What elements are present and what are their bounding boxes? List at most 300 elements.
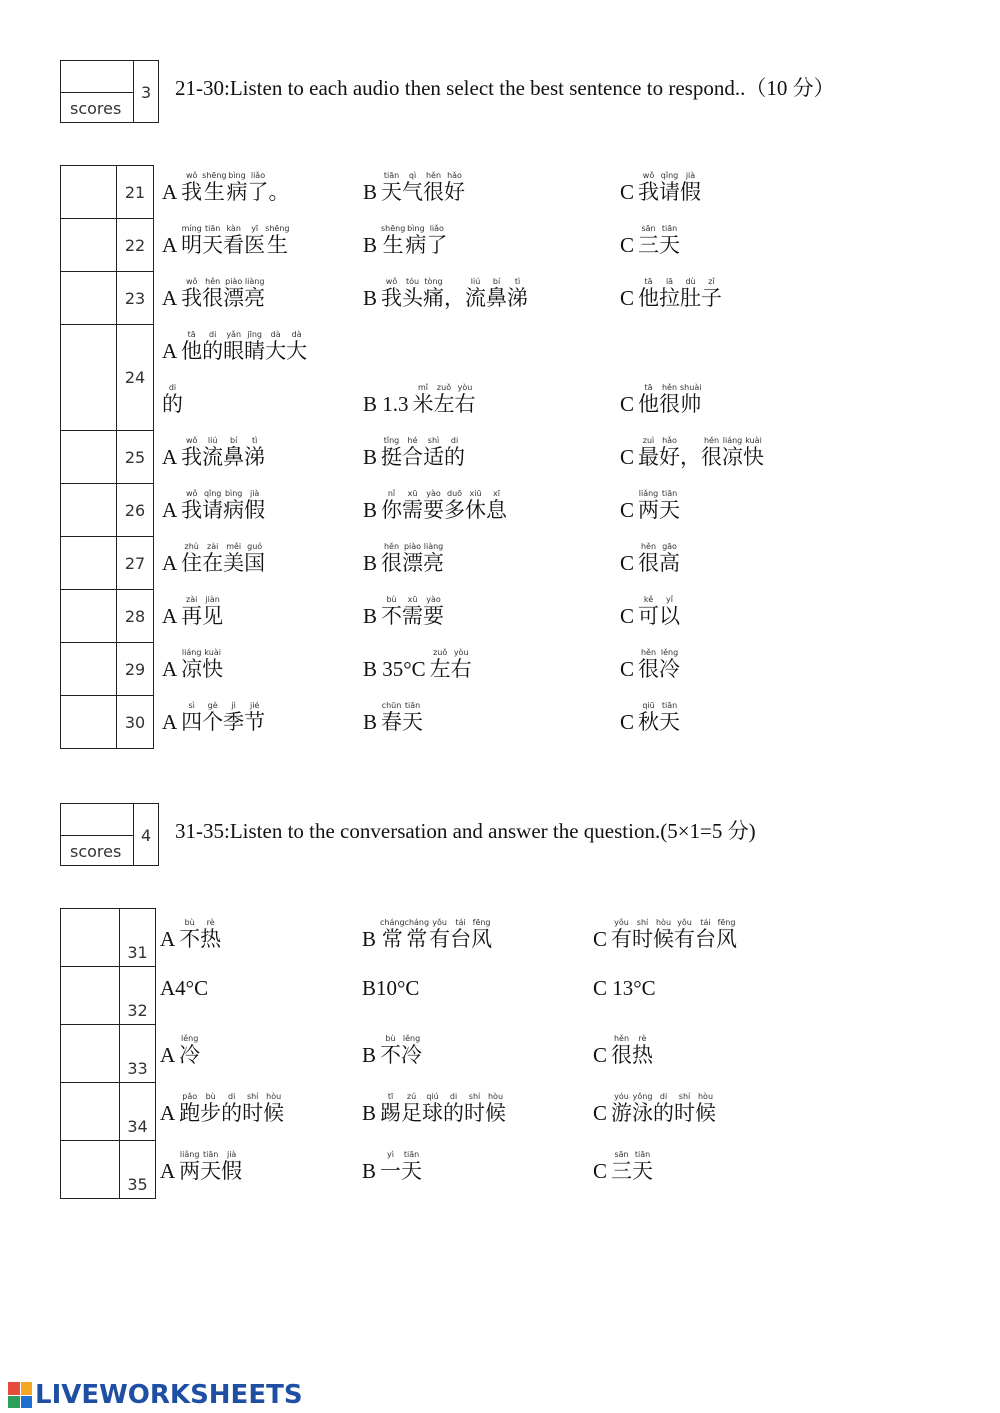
- question-row: [61, 643, 154, 696]
- question-row: [61, 590, 154, 643]
- hanzi-with-pinyin: 的di: [202, 330, 224, 363]
- answer-option[interactable]: [162, 701, 265, 736]
- question-row: [61, 166, 154, 219]
- answer-option[interactable]: [362, 918, 492, 953]
- option-letter: A: [160, 927, 176, 951]
- option-letter: A: [162, 286, 178, 310]
- hanzi-with-pinyin: 我wǒ: [181, 489, 203, 522]
- hanzi-with-pinyin: 涕tì: [244, 436, 266, 469]
- answer-option[interactable]: [162, 648, 223, 683]
- hanzi-with-pinyin: 风fēng: [716, 918, 738, 951]
- question-number: 29: [117, 643, 154, 696]
- hanzi-with-pinyin: 步bù: [200, 1092, 222, 1125]
- question-number: 27: [117, 537, 154, 590]
- hanzi-with-pinyin: 三sān: [611, 1150, 633, 1183]
- hanzi-with-pinyin: 漂piào: [402, 542, 424, 575]
- hanzi-with-pinyin: 风fēng: [471, 918, 493, 951]
- hanzi-with-pinyin: 睛jīng: [244, 330, 266, 363]
- hanzi-with-pinyin: 足zú: [401, 1092, 423, 1125]
- answer-option[interactable]: [162, 436, 265, 471]
- answer-option[interactable]: [363, 595, 444, 630]
- option-letter: C: [620, 604, 635, 628]
- hanzi-with-pinyin: 三sān: [638, 224, 660, 257]
- hanzi-with-pinyin: 看kàn: [223, 224, 245, 257]
- hanzi-with-pinyin: 季jì: [223, 701, 245, 734]
- answer-option[interactable]: [160, 1150, 242, 1185]
- option-letter: C: [593, 1043, 608, 1067]
- answer-option[interactable]: [363, 171, 465, 206]
- answer-option[interactable]: [620, 171, 701, 206]
- answer-option[interactable]: [620, 648, 680, 683]
- hanzi-with-pinyin: 时shí: [464, 1092, 486, 1125]
- hanzi-with-pinyin: 请qǐng: [659, 171, 681, 204]
- hanzi-with-pinyin: 个gè: [202, 701, 224, 734]
- hanzi-with-pinyin: 痛tòng: [423, 277, 445, 310]
- score-label: scores: [70, 842, 122, 861]
- score-entry-cell[interactable]: [61, 804, 133, 836]
- hanzi-with-pinyin: 天tiān: [632, 1150, 654, 1183]
- hanzi-with-pinyin: 他tā: [181, 330, 203, 363]
- question-row: [61, 272, 154, 325]
- option-letter: B: [363, 286, 378, 310]
- answer-option[interactable]: [363, 277, 528, 312]
- answer-option[interactable]: [363, 701, 423, 736]
- hanzi-with-pinyin: 帅shuài: [680, 383, 702, 416]
- answer-cell[interactable]: [61, 272, 117, 325]
- hanzi-with-pinyin: ，: [680, 445, 702, 469]
- score-entry-cell[interactable]: [61, 61, 133, 93]
- answer-cell[interactable]: [61, 431, 117, 484]
- hanzi-with-pinyin: 我wǒ: [181, 171, 203, 204]
- question-number: 31: [120, 909, 156, 967]
- answer-option[interactable]: [162, 224, 289, 259]
- hanzi-with-pinyin: 拉lā: [659, 277, 681, 310]
- hanzi-with-pinyin: 明míng: [181, 224, 203, 257]
- option-letter: C: [593, 1101, 608, 1125]
- answer-cell[interactable]: [61, 696, 117, 749]
- hanzi-with-pinyin: 天tiān: [659, 489, 681, 522]
- hanzi-with-pinyin: 生shēng: [381, 224, 406, 257]
- hanzi-with-pinyin: 好hǎo: [444, 171, 466, 204]
- logo-square-v: [8, 1396, 20, 1409]
- hanzi-with-pinyin: 我wǒ: [381, 277, 403, 310]
- option-letter: B10°C: [362, 976, 420, 1000]
- hanzi-with-pinyin: 。: [268, 180, 290, 204]
- answer-option[interactable]: [162, 330, 307, 365]
- option-letter: A: [160, 1043, 176, 1067]
- option-letter: C: [620, 498, 635, 522]
- hanzi-with-pinyin: 的di: [162, 383, 183, 416]
- hanzi-with-pinyin: 要yào: [423, 489, 445, 522]
- hanzi-with-pinyin: 亮liàng: [423, 542, 445, 575]
- hanzi-with-pinyin: 春chūn: [381, 701, 403, 734]
- answer-option[interactable]: [363, 383, 476, 418]
- section-2-instruction: 31-35:Listen to the conversation and answer the question.(5×1=5 分): [175, 819, 756, 843]
- hanzi-with-pinyin: 大dà: [286, 330, 308, 363]
- answer-option[interactable]: [593, 1150, 653, 1185]
- score-label: scores: [70, 99, 122, 118]
- hanzi-with-pinyin: 了liǎo: [426, 224, 448, 257]
- hanzi-with-pinyin: 两liǎng: [179, 1150, 201, 1183]
- option-letter: A: [160, 1101, 176, 1125]
- hanzi-with-pinyin: 病bìng: [223, 489, 245, 522]
- question-row: [61, 484, 154, 537]
- hanzi-with-pinyin: 涕tì: [507, 277, 529, 310]
- hanzi-with-pinyin: 有yǒu: [674, 918, 696, 951]
- answer-option[interactable]: [362, 1034, 422, 1069]
- hanzi-with-pinyin: 很hěn: [381, 542, 403, 575]
- hanzi-with-pinyin: 大dà: [265, 330, 287, 363]
- hanzi-with-pinyin: 合hé: [402, 436, 424, 469]
- option-letter: A: [162, 551, 178, 575]
- answer-option[interactable]: [363, 648, 472, 683]
- hanzi-with-pinyin: 快kuài: [202, 648, 224, 681]
- option-letter: A: [162, 445, 178, 469]
- hanzi-with-pinyin: 息xī: [486, 489, 508, 522]
- hanzi-with-pinyin: 可kě: [638, 595, 660, 628]
- question-row: [61, 1083, 156, 1141]
- answer-option[interactable]: [620, 489, 680, 524]
- option-letter: B: [363, 604, 378, 628]
- answer-option[interactable]: [363, 542, 444, 577]
- answer-option[interactable]: [620, 701, 680, 736]
- hanzi-with-pinyin: 肚dù: [680, 277, 702, 310]
- hanzi-with-pinyin: 生shēng: [202, 171, 227, 204]
- hanzi-with-pinyin: 有yǒu: [429, 918, 451, 951]
- question-row: [61, 431, 154, 484]
- hanzi-with-pinyin: 踢tī: [380, 1092, 402, 1125]
- question-row: [61, 1141, 156, 1199]
- answer-cell[interactable]: [61, 909, 120, 967]
- question-row: [61, 967, 156, 1025]
- hanzi-with-pinyin: 很hěn: [638, 648, 660, 681]
- hanzi-with-pinyin: 节jié: [244, 701, 266, 734]
- hanzi-with-pinyin: 时shí: [632, 918, 654, 951]
- hanzi-with-pinyin: 住zhù: [181, 542, 203, 575]
- hanzi-with-pinyin: 你nǐ: [381, 489, 403, 522]
- liveworksheets-logo-icon: [8, 1382, 32, 1408]
- option-letter: B: [363, 445, 378, 469]
- hanzi-with-pinyin: 亮liàng: [244, 277, 266, 310]
- option-letter: A: [162, 657, 178, 681]
- hanzi-with-pinyin: 美měi: [223, 542, 245, 575]
- hanzi-with-pinyin: 我wǒ: [181, 436, 203, 469]
- hanzi-with-pinyin: 他tā: [638, 383, 660, 416]
- answer-grid-section-1: [60, 165, 154, 749]
- question-row: [61, 696, 154, 749]
- answer-option[interactable]: [620, 277, 722, 312]
- hanzi-with-pinyin: 假jià: [244, 489, 266, 522]
- question-number: 33: [120, 1025, 156, 1083]
- answer-option[interactable]: [160, 976, 212, 1001]
- hanzi-with-pinyin: 天tiān: [200, 1150, 222, 1183]
- answer-option[interactable]: [162, 595, 223, 630]
- hanzi-with-pinyin: 秋qiū: [638, 701, 660, 734]
- question-row: [61, 537, 154, 590]
- question-row: [61, 325, 154, 431]
- hanzi-with-pinyin: 天tiān: [202, 224, 224, 257]
- footer-logo: [8, 1380, 303, 1410]
- answer-cell[interactable]: [61, 484, 117, 537]
- option-letter: C: [620, 445, 635, 469]
- hanzi-with-pinyin: 好hǎo: [659, 436, 681, 469]
- question-number: 30: [117, 696, 154, 749]
- answer-option[interactable]: [162, 171, 289, 206]
- hanzi-with-pinyin: 流liú: [202, 436, 224, 469]
- hanzi-with-pinyin: 两liǎng: [638, 489, 660, 522]
- hanzi-with-pinyin: 生shēng: [265, 224, 290, 257]
- hanzi-with-pinyin: 候hòu: [263, 1092, 285, 1125]
- answer-option[interactable]: [363, 224, 447, 259]
- option-letter: C: [620, 286, 635, 310]
- section-1-instruction: 21-30:Listen to each audio then select the best sentence to respond..（10 分）: [175, 76, 835, 100]
- hanzi-with-pinyin: 再zài: [181, 595, 203, 628]
- hanzi-with-pinyin: 鼻bí: [486, 277, 508, 310]
- hanzi-with-pinyin: 凉liáng: [181, 648, 203, 681]
- hanzi-with-pinyin: 泳yǒng: [632, 1092, 654, 1125]
- logo-square-i: [21, 1382, 33, 1395]
- hanzi-with-pinyin: 天tiān: [402, 701, 424, 734]
- hanzi-with-pinyin: 台tái: [695, 918, 717, 951]
- hanzi-with-pinyin: 高gāo: [659, 542, 681, 575]
- option-letter: C 13°C: [593, 976, 656, 1000]
- hanzi-with-pinyin: 头tóu: [402, 277, 424, 310]
- question-number: 32: [120, 967, 156, 1025]
- hanzi-with-pinyin: 以yǐ: [659, 595, 681, 628]
- hanzi-with-pinyin: 病bìng: [226, 171, 248, 204]
- question-number: 28: [117, 590, 154, 643]
- option-letter: B: [363, 498, 378, 522]
- answer-cell[interactable]: [61, 1025, 120, 1083]
- hanzi-with-pinyin: 鼻bí: [223, 436, 245, 469]
- hanzi-with-pinyin: 假jià: [680, 171, 702, 204]
- answer-cell[interactable]: [61, 537, 117, 590]
- hanzi-with-pinyin: 冷lěng: [659, 648, 681, 681]
- hanzi-with-pinyin: 的di: [444, 436, 466, 469]
- answer-option[interactable]: [593, 976, 660, 1001]
- option-letter: A: [162, 233, 178, 257]
- answer-cell[interactable]: [61, 967, 120, 1025]
- option-letter: C: [620, 392, 635, 416]
- hanzi-with-pinyin: 常cháng: [404, 918, 430, 951]
- logo-square-l: [8, 1382, 20, 1395]
- hanzi-with-pinyin: 时shí: [674, 1092, 696, 1125]
- answer-option[interactable]: [160, 1034, 200, 1069]
- question-row: [61, 219, 154, 272]
- hanzi-with-pinyin: 国guó: [244, 542, 266, 575]
- answer-option[interactable]: [362, 1150, 422, 1185]
- answer-option[interactable]: [620, 383, 701, 418]
- hanzi-with-pinyin: 很hěn: [202, 277, 224, 310]
- option-letter: A: [162, 180, 178, 204]
- question-number: 34: [120, 1083, 156, 1141]
- option-letter: B: [363, 233, 378, 257]
- question-number: 23: [117, 272, 154, 325]
- hanzi-with-pinyin: 请qǐng: [202, 489, 224, 522]
- option-letter: A: [162, 604, 178, 628]
- answer-option[interactable]: [620, 224, 680, 259]
- question-number: 21: [117, 166, 154, 219]
- answer-cell[interactable]: [61, 219, 117, 272]
- option-letter: C: [620, 180, 635, 204]
- option-letter: B 1.3: [363, 392, 409, 416]
- hanzi-with-pinyin: 台tái: [450, 918, 472, 951]
- hanzi-with-pinyin: 的di: [221, 1092, 243, 1125]
- question-number: 24: [117, 325, 154, 431]
- hanzi-with-pinyin: 跑pǎo: [179, 1092, 201, 1125]
- hanzi-with-pinyin: 很hěn: [611, 1034, 633, 1067]
- answer-cell[interactable]: [61, 166, 117, 219]
- answer-option[interactable]: [160, 1092, 284, 1127]
- hanzi-with-pinyin: 游yóu: [611, 1092, 633, 1125]
- hanzi-with-pinyin: 在zài: [202, 542, 224, 575]
- hanzi-with-pinyin: 很hěn: [659, 383, 681, 416]
- hanzi-with-pinyin: 病bìng: [405, 224, 427, 257]
- question-number: 26: [117, 484, 154, 537]
- hanzi-with-pinyin: 假jià: [221, 1150, 243, 1183]
- hanzi-with-pinyin: 快kuài: [743, 436, 765, 469]
- hanzi-with-pinyin: 有yǒu: [611, 918, 633, 951]
- option-letter: C: [620, 551, 635, 575]
- answer-option[interactable]: [620, 542, 680, 577]
- answer-option[interactable]: [593, 1092, 716, 1127]
- answer-option[interactable]: [593, 918, 737, 953]
- hanzi-with-pinyin: 挺tǐng: [381, 436, 403, 469]
- option-letter: A: [160, 1159, 176, 1183]
- hanzi-with-pinyin: 天tiān: [381, 171, 403, 204]
- hanzi-with-pinyin: 适shì: [423, 436, 445, 469]
- hanzi-with-pinyin: 左zuǒ: [429, 648, 451, 681]
- hanzi-with-pinyin: 多duō: [444, 489, 466, 522]
- hanzi-with-pinyin: 不bù: [179, 918, 201, 951]
- hanzi-with-pinyin: 天tiān: [401, 1150, 423, 1183]
- answer-grid-section-2: [60, 908, 156, 1199]
- hanzi-with-pinyin: 球qiú: [422, 1092, 444, 1125]
- option-letter: B: [363, 710, 378, 734]
- answer-option[interactable]: [160, 918, 221, 953]
- option-letter: C: [593, 1159, 608, 1183]
- hanzi-with-pinyin: 天tiān: [659, 701, 681, 734]
- answer-option[interactable]: [362, 976, 423, 1001]
- hanzi-with-pinyin: 时shí: [242, 1092, 264, 1125]
- question-row: [61, 1025, 156, 1083]
- answer-option[interactable]: [162, 542, 265, 577]
- option-letter: C: [620, 233, 635, 257]
- hanzi-with-pinyin: 四sì: [181, 701, 203, 734]
- hanzi-with-pinyin: 候hòu: [485, 1092, 507, 1125]
- hanzi-with-pinyin: 左zuǒ: [433, 383, 455, 416]
- hanzi-with-pinyin: 候hòu: [695, 1092, 717, 1125]
- hanzi-with-pinyin: 冷lěng: [179, 1034, 201, 1067]
- option-letter: C: [593, 927, 608, 951]
- hanzi-with-pinyin: ，: [444, 286, 466, 310]
- option-letter: B: [362, 1043, 377, 1067]
- hanzi-with-pinyin: 天tiān: [659, 224, 681, 257]
- answer-option[interactable]: [362, 1092, 506, 1127]
- option-letter: B: [363, 551, 378, 575]
- answer-cell[interactable]: [61, 590, 117, 643]
- hanzi-with-pinyin: 见jiàn: [202, 595, 224, 628]
- hanzi-with-pinyin: 冷lěng: [401, 1034, 423, 1067]
- hanzi-with-pinyin: 气qì: [402, 171, 424, 204]
- hanzi-with-pinyin: 最zuì: [638, 436, 660, 469]
- hanzi-with-pinyin: 眼yǎn: [223, 330, 245, 363]
- hanzi-with-pinyin: 右yòu: [450, 648, 472, 681]
- question-number: 35: [120, 1141, 156, 1199]
- answer-option[interactable]: [162, 489, 265, 524]
- option-letter: B: [362, 1101, 377, 1125]
- hanzi-with-pinyin: 一yì: [380, 1150, 402, 1183]
- option-letter: A4°C: [160, 976, 209, 1000]
- answer-option[interactable]: [162, 277, 265, 312]
- hanzi-with-pinyin: 流liú: [465, 277, 487, 310]
- hanzi-with-pinyin: 需xū: [402, 595, 424, 628]
- hanzi-with-pinyin: 他tā: [638, 277, 660, 310]
- hanzi-with-pinyin: 的di: [443, 1092, 465, 1125]
- section-number: 4: [141, 826, 152, 845]
- hanzi-with-pinyin: 候hòu: [653, 918, 675, 951]
- answer-option[interactable]: [620, 436, 764, 471]
- answer-option[interactable]: [162, 383, 183, 418]
- hanzi-with-pinyin: 很hěn: [701, 436, 723, 469]
- hanzi-with-pinyin: 子zǐ: [701, 277, 723, 310]
- answer-option[interactable]: [620, 595, 680, 630]
- question-number: 25: [117, 431, 154, 484]
- hanzi-with-pinyin: 很hěn: [423, 171, 445, 204]
- hanzi-with-pinyin: 不bù: [381, 595, 403, 628]
- answer-cell[interactable]: [61, 1141, 120, 1199]
- option-letter: B: [362, 1159, 377, 1183]
- option-letter: C: [620, 657, 635, 681]
- hanzi-with-pinyin: 医yī: [244, 224, 266, 257]
- hanzi-with-pinyin: 需xū: [402, 489, 424, 522]
- hanzi-with-pinyin: 常cháng: [380, 918, 405, 951]
- answer-option[interactable]: [593, 1034, 653, 1069]
- score-box-section-2: [60, 803, 159, 866]
- answer-cell[interactable]: [61, 325, 117, 431]
- hanzi-with-pinyin: 不bù: [380, 1034, 402, 1067]
- answer-cell[interactable]: [61, 643, 117, 696]
- option-letter: A: [162, 710, 178, 734]
- hanzi-with-pinyin: 米mǐ: [412, 383, 434, 416]
- hanzi-with-pinyin: 漂piào: [223, 277, 245, 310]
- brand-name: LIVEWORKSHEETS: [35, 1380, 303, 1410]
- hanzi-with-pinyin: 很hěn: [638, 542, 660, 575]
- score-box-section-1: [60, 60, 159, 123]
- logo-square-e: [21, 1396, 33, 1409]
- answer-option[interactable]: [363, 436, 465, 471]
- answer-cell[interactable]: [61, 1083, 120, 1141]
- hanzi-with-pinyin: 的di: [653, 1092, 675, 1125]
- hanzi-with-pinyin: 休xiū: [465, 489, 487, 522]
- option-letter: A: [162, 339, 178, 363]
- hanzi-with-pinyin: 热rè: [200, 918, 222, 951]
- section-number: 3: [141, 83, 152, 102]
- hanzi-with-pinyin: 了liǎo: [247, 171, 269, 204]
- option-letter: B: [363, 180, 378, 204]
- question-row: [61, 909, 156, 967]
- answer-option[interactable]: [363, 489, 507, 524]
- option-letter: B 35°C: [363, 657, 426, 681]
- hanzi-with-pinyin: 要yào: [423, 595, 445, 628]
- option-letter: A: [162, 498, 178, 522]
- question-number: 22: [117, 219, 154, 272]
- hanzi-with-pinyin: 右yòu: [454, 383, 476, 416]
- option-letter: C: [620, 710, 635, 734]
- option-letter: B: [362, 927, 377, 951]
- hanzi-with-pinyin: 热rè: [632, 1034, 654, 1067]
- hanzi-with-pinyin: 我wǒ: [638, 171, 660, 204]
